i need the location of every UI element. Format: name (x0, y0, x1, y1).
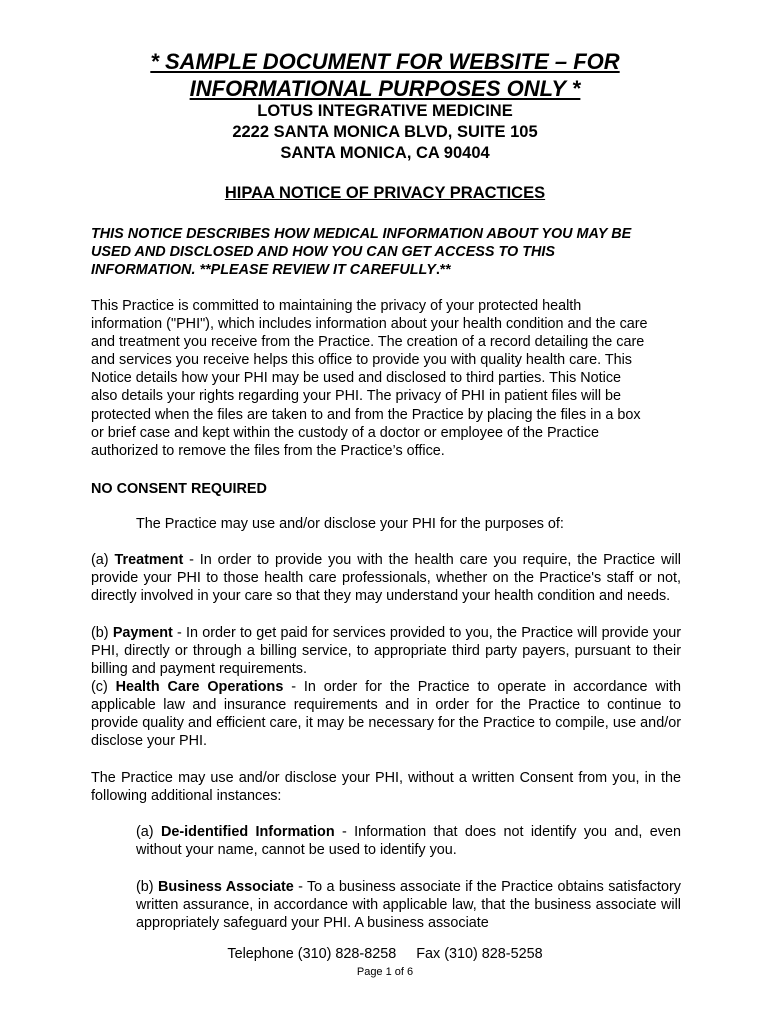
deidentified-paragraph: (a) De-identified Information - Information that does not identify you and, even without your name, cannot be used to identify you. (136, 824, 681, 859)
address-line-2: SANTA MONICA, CA 90404 (280, 144, 490, 162)
no-consent-heading: NO CONSENT REQUIRED (91, 481, 267, 497)
org-name: LOTUS INTEGRATIVE MEDICINE (257, 102, 513, 120)
page-number: Page 1 of 6 (356, 966, 414, 978)
payment-paragraph: (b) Payment - In order to get paid for services provided to you, the Practice will provide your PHI, directly or through a billing service, to appropriate third party payers, pursuant to their billing and payment requirements. (91, 625, 681, 678)
intro-paragraph: This Practice is committed to maintaining the privacy of your protected health information ("PHI"), which includes information about your health condition and the care and treatment you receive from the Practice. The creation of a record detailing the care and services you receive helps this office to provide you with quality health care. This Notice details how your PHI may be used and disclosed to third parties. This Notice also details your rights regarding your PHI. The privacy of PHI in patient files will be protected when the files are taken to and from the Practice by placing the files in a box or brief case and kept within the custody of a doctor or employee of the Practice authorized to remove the files from the Practice’s office. (91, 298, 648, 459)
treatment-paragraph: (a) Treatment - In order to provide you with the health care you require, the Practice will provide your PHI to those health care professionals, whether on the Practice's staff or not, directly involved in your care so that they may understand your health condition and needs. (91, 552, 681, 605)
address-line-1: 2222 SANTA MONICA BLVD, SUITE 105 (232, 123, 538, 141)
footer-contact: Telephone (310) 828-8258 Fax (310) 828-5258 (227, 946, 543, 962)
additional-lead: The Practice may use and/or disclose your PHI, without a written Consent from you, in the following additional instances: (91, 770, 681, 805)
letterhead (120, 101, 650, 164)
notice-statement: THIS NOTICE DESCRIBES HOW MEDICAL INFORMATION ABOUT YOU MAY BE USED AND DISCLOSED AND HOW YOU CAN GET ACCESS TO THIS INFORMATION. **PLEASE REVIEW IT CAREFULLY.** (91, 226, 632, 279)
banner-line-1: * SAMPLE DOCUMENT FOR WEBSITE – FOR (150, 49, 620, 74)
document-title: HIPAA NOTICE OF PRIVACY PRACTICES (224, 184, 546, 202)
sample-banner (120, 48, 650, 102)
operations-paragraph: (c) Health Care Operations - In order for the Practice to operate in accordance with applicable law and insurance requirements and in order for the Practice to continue to provide quality and efficient care, it may be necessary for the Practice to compile, use and/or disclose your PHI. (91, 679, 681, 750)
business-associate-paragraph: (b) Business Associate - To a business associate if the Practice obtains satisfactory written assurance, in accordance with applicable law, that the business associate will appropriately safeguard your PHI. A business associate (136, 879, 681, 932)
no-consent-lead: The Practice may use and/or disclose your PHI for the purposes of: (136, 516, 564, 532)
banner-line-2: INFORMATIONAL PURPOSES ONLY * (189, 76, 581, 101)
